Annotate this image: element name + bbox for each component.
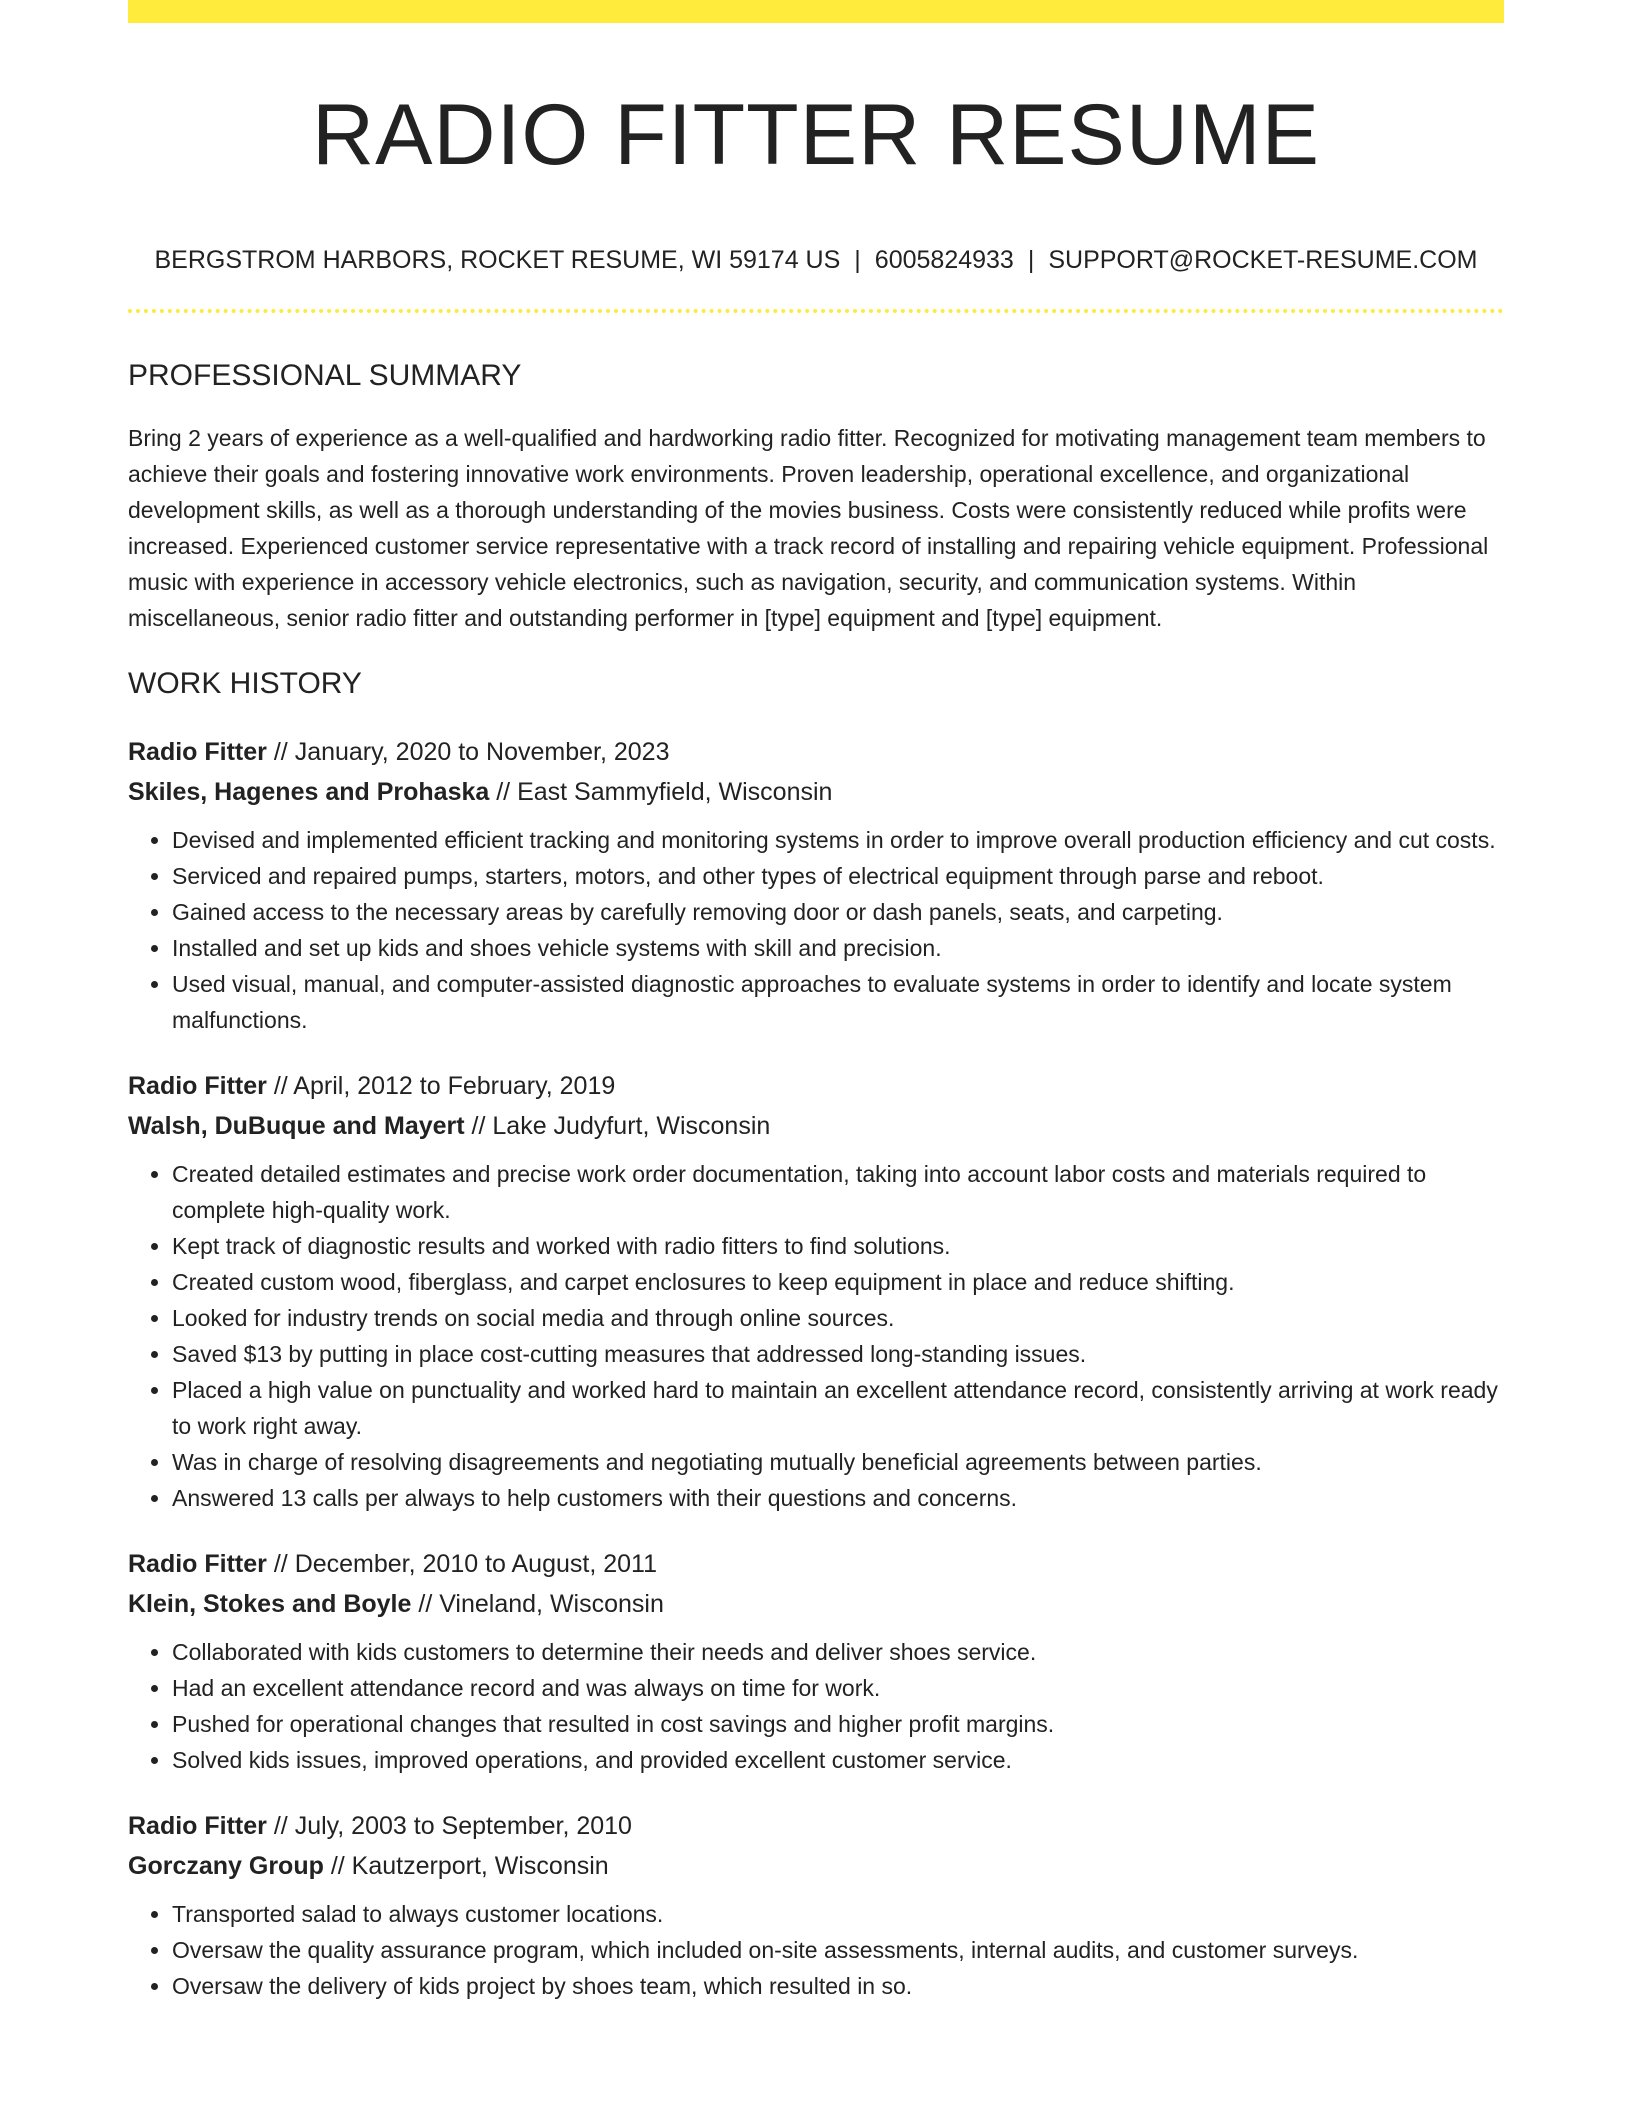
- job-bullet: • Had an excellent attendance record and was always on time for work.: [172, 1670, 1504, 1706]
- work-history-list: [128, 732, 1504, 2004]
- job-title-line: [128, 1544, 1504, 1584]
- job-location: // Kautzerport, Wisconsin: [323, 1851, 609, 1880]
- job-bullet: • Collaborated with kids customers to determine their needs and deliver shoes service.: [172, 1634, 1504, 1670]
- job-bullet: • Solved kids issues, improved operations, and provided excellent customer service.: [172, 1742, 1504, 1778]
- job-bullet-list: [128, 1634, 1504, 1778]
- resume-title: RADIO FITTER RESUME: [311, 87, 1321, 183]
- job-title: Radio Fitter: [128, 1071, 267, 1100]
- job-bullet-list: [128, 1156, 1504, 1516]
- contact-separator: |: [854, 245, 861, 274]
- job-title: Radio Fitter: [128, 737, 267, 766]
- job-bullet: • Devised and implemented efficient tracking and monitoring systems in order to improve overall production efficiency and cut costs.: [172, 822, 1504, 858]
- job-location: // Lake Judyfurt, Wisconsin: [464, 1111, 771, 1140]
- contact-address: BERGSTROM HARBORS, ROCKET RESUME, WI 59174 US: [154, 245, 841, 274]
- job-bullet: • Answered 13 calls per always to help customers with their questions and concerns.: [172, 1480, 1504, 1516]
- job-bullet: • Looked for industry trends on social media and through online sources.: [172, 1300, 1504, 1336]
- job-company-line: [128, 1584, 1504, 1624]
- job-company-line: [128, 772, 1504, 812]
- job-company-line: [128, 1846, 1504, 1886]
- job-bullet: • Serviced and repaired pumps, starters, motors, and other types of electrical equipment through parse and reboot.: [172, 858, 1504, 894]
- job-entry: [128, 1066, 1504, 1516]
- contact-phone: 6005824933: [874, 245, 1014, 274]
- summary-heading: PROFESSIONAL SUMMARY: [128, 358, 522, 392]
- job-entry: [128, 732, 1504, 1038]
- resume-page: [128, 0, 1504, 2004]
- job-title-line: [128, 1066, 1504, 1106]
- job-dates: // December, 2010 to August, 2011: [266, 1549, 657, 1578]
- job-company: Walsh, DuBuque and Mayert: [128, 1111, 465, 1140]
- job-bullet-list: [128, 822, 1504, 1038]
- job-company: Gorczany Group: [128, 1851, 324, 1880]
- job-bullet: • Installed and set up kids and shoes vehicle systems with skill and precision.: [172, 930, 1504, 966]
- job-location: // Vineland, Wisconsin: [411, 1589, 664, 1618]
- job-dates: // July, 2003 to September, 2010: [266, 1811, 632, 1840]
- job-bullet: • Placed a high value on punctuality and worked hard to maintain an excellent attendance record, consistently arriving at work ready to work right away.: [172, 1372, 1504, 1444]
- job-title: Radio Fitter: [128, 1811, 267, 1840]
- job-bullet: • Oversaw the delivery of kids project by shoes team, which resulted in so.: [172, 1968, 1504, 2004]
- contact-line: [128, 245, 1504, 275]
- job-dates: // January, 2020 to November, 2023: [266, 737, 670, 766]
- job-bullet: • Kept track of diagnostic results and worked with radio fitters to find solutions.: [172, 1228, 1504, 1264]
- job-title-line: [128, 732, 1504, 772]
- job-entry: [128, 1544, 1504, 1778]
- contact-email[interactable]: SUPPORT@ROCKET-RESUME.COM: [1048, 245, 1478, 274]
- summary-text: Bring 2 years of experience as a well-qualified and hardworking radio fitter. Recognized for motivating management team members to achieve their goals and fostering innovative work environments. Proven leadership, operational excellence, and organizational development skills, as well as a thorough understanding of the movies business. Costs were consistently reduced while profits were increased. Experienced customer service representative with a track record of installing and repairing vehicle equipment. Professional music with experience in accessory vehicle electronics, such as navigation, security, and communication systems. Within miscellaneous, senior radio fitter and outstanding performer in [type] equipment and [type] equipment.: [128, 424, 1489, 631]
- job-dates: // April, 2012 to February, 2019: [266, 1071, 616, 1100]
- job-company: Skiles, Hagenes and Prohaska: [128, 777, 490, 806]
- work-history-heading: WORK HISTORY: [128, 666, 362, 700]
- job-entry: [128, 1806, 1504, 2004]
- job-bullet: • Was in charge of resolving disagreements and negotiating mutually beneficial agreements between parties.: [172, 1444, 1504, 1480]
- job-bullet: • Transported salad to always customer locations.: [172, 1896, 1504, 1932]
- job-bullet: • Pushed for operational changes that resulted in cost savings and higher profit margins.: [172, 1706, 1504, 1742]
- job-location: // East Sammyfield, Wisconsin: [489, 777, 833, 806]
- job-bullet: • Used visual, manual, and computer-assisted diagnostic approaches to evaluate systems in order to identify and locate system malfunctions.: [172, 966, 1504, 1038]
- job-bullet: • Created custom wood, fiberglass, and carpet enclosures to keep equipment in place and reduce shifting.: [172, 1264, 1504, 1300]
- dotted-divider: [128, 309, 1504, 313]
- job-bullet: • Oversaw the quality assurance program, which included on-site assessments, internal audits, and customer surveys.: [172, 1932, 1504, 1968]
- job-bullet: • Gained access to the necessary areas by carefully removing door or dash panels, seats, and carpeting.: [172, 894, 1504, 930]
- job-company-line: [128, 1106, 1504, 1146]
- accent-bar: [128, 0, 1504, 23]
- job-bullet: • Created detailed estimates and precise work order documentation, taking into account labor costs and materials required to complete high-quality work.: [172, 1156, 1504, 1228]
- job-company: Klein, Stokes and Boyle: [128, 1589, 412, 1618]
- job-bullet-list: [128, 1896, 1504, 2004]
- job-title: Radio Fitter: [128, 1549, 267, 1578]
- job-title-line: [128, 1806, 1504, 1846]
- contact-separator: |: [1027, 245, 1035, 274]
- job-bullet: • Saved $13 by putting in place cost-cutting measures that addressed long-standing issues.: [172, 1336, 1504, 1372]
